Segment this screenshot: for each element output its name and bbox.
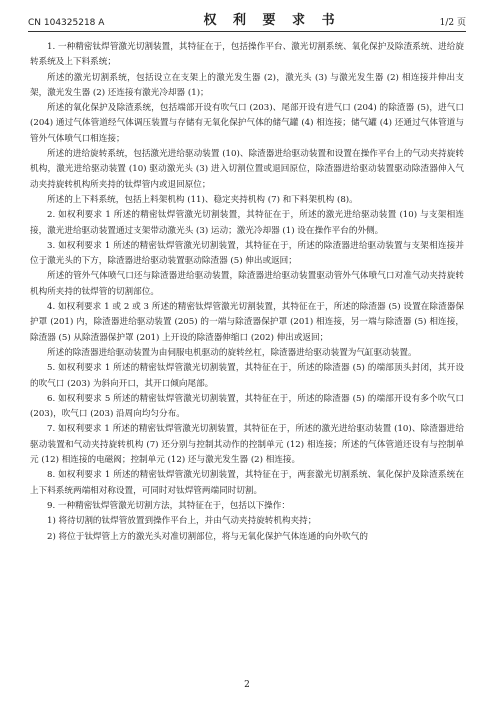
claim-paragraph: 所述的进给旋转系统，包括激光进给驱动装置 (10)、除渣器进给驱动装置和设置在操作平台上的气动夹持旋转机构，激光进给驱动装置 (10) 驱动激光头 (3) 进入切割位置或退回原位，除渣器进给驱动装置驱动除渣器伸入气动夹持旋转机构所夹持的钛焊管内或退回原位； [30, 149, 464, 190]
claim-paragraph: 8. 如权利要求 1 所述的精密钛焊管激光切割装置，其特征在于，两套激光切割系统、氧化保护及除渣系统在上下料系统两端相对称设置，可同时对钛焊管两端同时切割。 [30, 470, 464, 496]
claim-paragraph: 7. 如权利要求 1 所述的精密钛焊管激光切割装置，其特征在于，所述的激光进给驱动装置 (10)、除渣器进给驱动装置和气动夹持旋转机构 (7) 还分别与控制其动作的控制单元 (12) 相连接；所述的气体管道还设有与控制单元 (12) 相连接的电磁阀；控制单元 (12) 还与激光发生器 (2) 相连接。 [30, 424, 464, 466]
claim-paragraph: 所述的激光切割系统，包括设立在支架上的激光发生器 (2)，激光头 (3) 与激光发生器 (2) 相连接并伸出支架，激光发生器 (2) 还连接有激光冷却器 (1)； [30, 72, 464, 98]
claim-paragraph: 1. 一种精密钛焊管激光切割装置，其特征在于，包括操作平台、激光切割系统、氧化保护及除渣系统、进给旋转系统及上下料系统； [30, 42, 464, 68]
claim-paragraph: 9. 一种精密钛焊管激光切割方法，其特征在于，包括以下操作： [47, 500, 290, 511]
claim-paragraph: 4. 如权利要求 1 或 2 或 3 所述的精密钛焊管激光切割装置，其特征在于，所述的除渣器 (5) 设置在除渣器保护罩 (201) 内，除渣器进给驱动装置 (205) 的一端与除渣器保护罩 (201) 相连接，另一端与除渣器 (5) 相连接，除渣器 (5) 从除渣器保护罩 (201) 上开设的除渣器伸缩口 (202) 伸出或返回； [30, 302, 464, 343]
claim-paragraph: 6. 如权利要求 5 所述的精密钛焊管激光切割装置，其特征在于，所述的除渣器 (5) 的端部开设有多个吹气口 (203)，吹气口 (203) 沿周向均匀分布。 [30, 393, 464, 420]
claim-paragraph: 5. 如权利要求 1 所述的精密钛焊管激光切割装置，其特征在于，所述的除渣器 (5) 的端部顶头封闭，其开设的吹气口 (203) 为斜向开口，其开口倾向尾部。 [30, 363, 464, 389]
claim-paragraph: 所述的氧化保护及除渣系统，包括端部开设有吹气口 (203)、尾部开设有进气口 (204) 的除渣器 (5)，进气口 (204) 通过气体管道经气体调压装置与存储有无氧化保护气体的储气罐 (4) 相连接；储气罐 (4) 还通过气体管道与管外气体喷气口相连接； [30, 103, 464, 144]
page-header [28, 6, 466, 32]
claim-paragraph: 3. 如权利要求 1 所述的精密钛焊管激光切割装置，其特征在于，所述的除渣器进给驱动装置与支架相连接并位于激光头的下方，除渣器进给驱动装置驱动除渣器 (5) 伸出或返回； [30, 240, 464, 267]
claim-paragraph: 1) 将待切割的钛焊管放置到操作平台上，并由气动夹持旋转机构夹持； [47, 516, 317, 527]
claim-paragraph: 所述的上下料系统，包括上料架机构 (11)、稳定夹持机构 (7) 和下料架机构 (8)。 [47, 194, 358, 205]
claim-paragraph: 所述的除渣器进给驱动装置为由伺服电机驱动的旋转丝杠，除渣器进给驱动装置为气缸驱动装置。 [47, 347, 417, 358]
page-number: 2 [244, 680, 250, 690]
claim-paragraph: 所述的管外气体喷气口还与除渣器进给驱动装置，除渣器进给驱动装置驱动管外气体喷气口对准气动夹持旋转机构所夹持的钛焊管的切割部位。 [30, 271, 464, 297]
claim-paragraph: 2) 将位于钛焊管上方的激光头对准切割部位，将与无氧化保护气体连通的向外吹气的 [47, 531, 368, 542]
document-number: CN 104325218 A [28, 18, 105, 28]
page-indicator: 1/2 页 [439, 18, 466, 28]
claims-body [30, 40, 464, 670]
claim-paragraph: 2. 如权利要求 1 所述的精密钛焊管激光切割装置，其特征在于，所述的激光进给驱动装置 (10) 与支架相连接，激光进给驱动装置通过支架带动激光头 (3) 运动；激光冷却器 (1) 设在操作平台的外侧。 [30, 210, 464, 236]
document-title: 权 利 要 求 书 [203, 13, 341, 28]
